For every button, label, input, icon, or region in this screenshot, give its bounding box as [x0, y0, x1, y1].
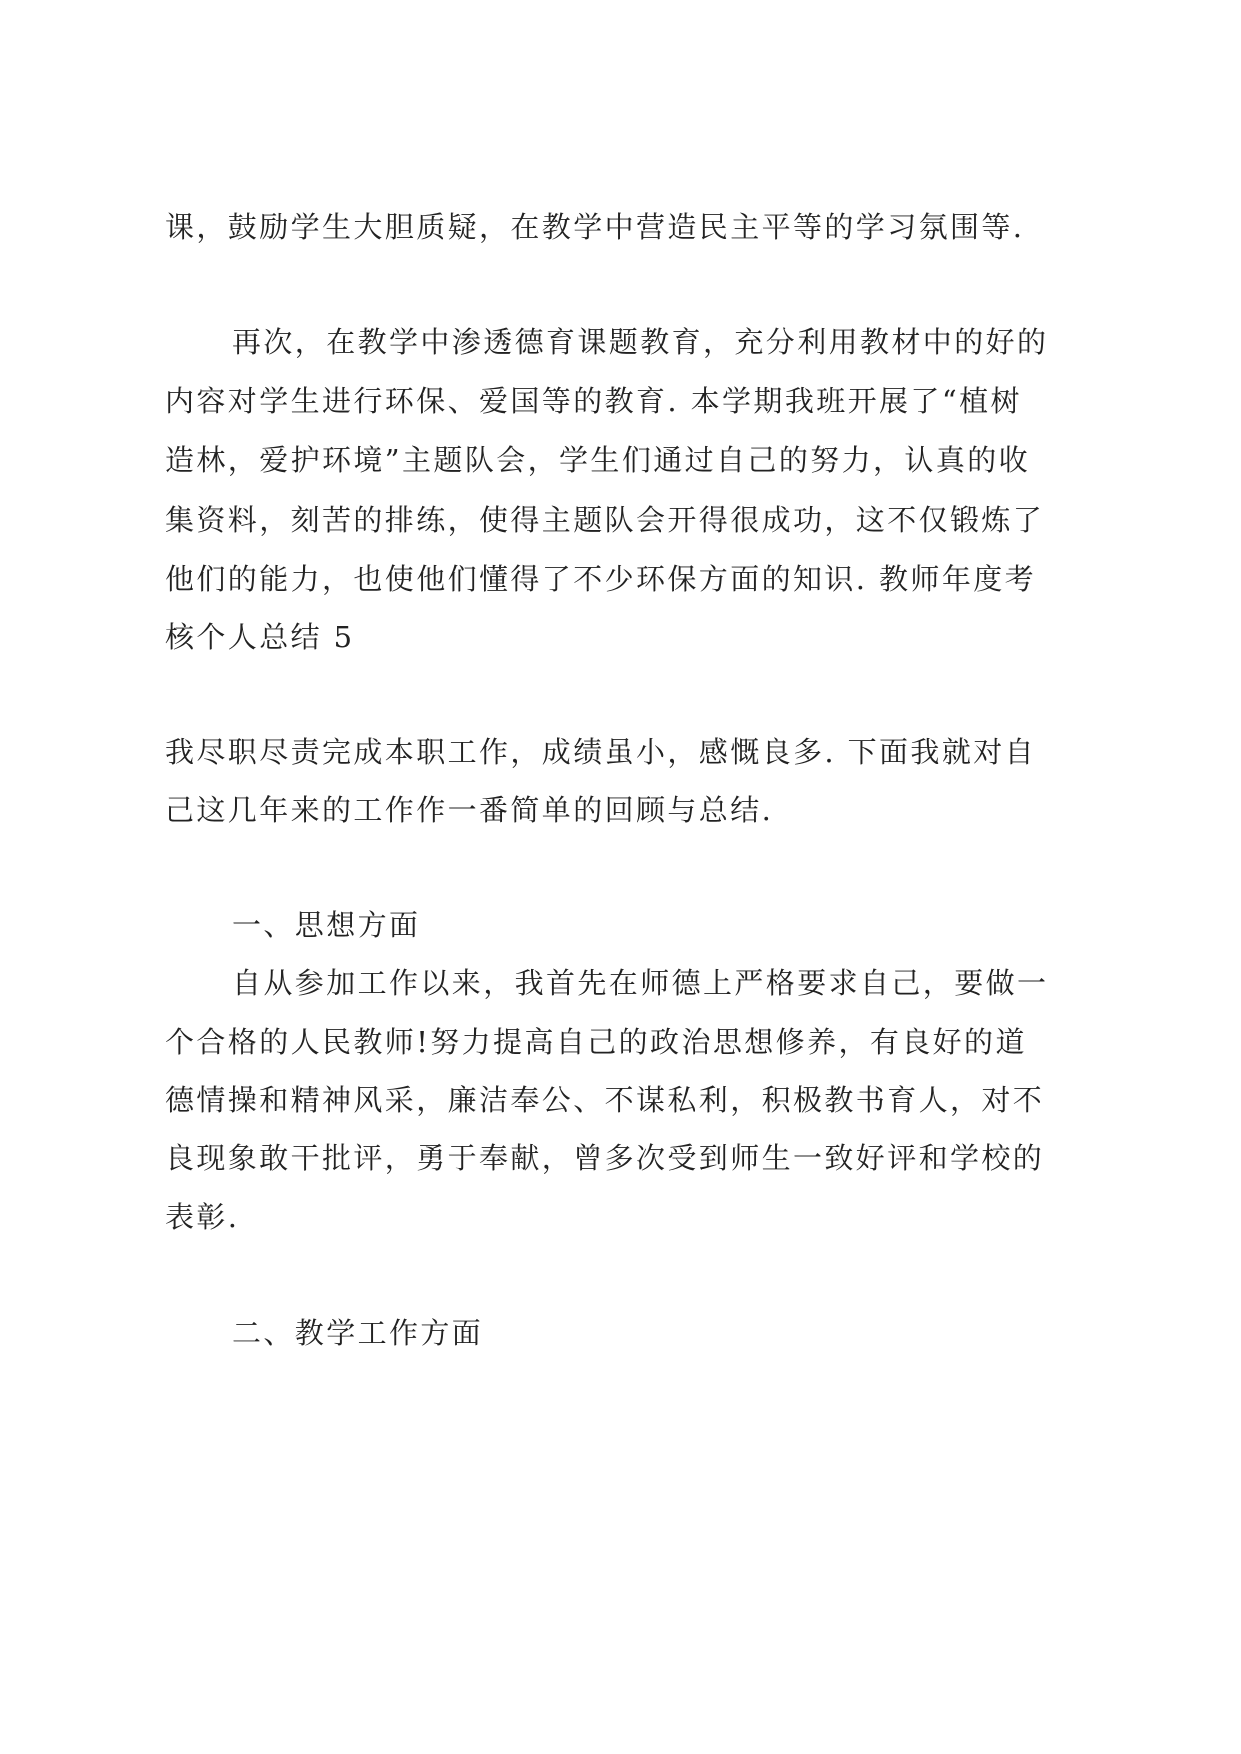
paragraph-line: 自从参加工作以来，我首先在师德上严格要求自己，要做一 — [232, 966, 1049, 1000]
section-heading: 二、教学工作方面 — [232, 1316, 484, 1350]
paragraph-line: 内容对学生进行环保、爱国等的教育. 本学期我班开展了“植树 — [165, 384, 1022, 418]
paragraph-line: 课，鼓励学生大胆质疑，在教学中营造民主平等的学习氛围等. — [165, 210, 1025, 244]
paragraph-line: 己这几年来的工作作一番简单的回顾与总结. — [165, 793, 774, 827]
paragraph-line: 核个人总结 5 — [165, 620, 355, 654]
paragraph-line: 德情操和精神风采，廉洁奉公、不谋私利，积极教书育人，对不 — [165, 1083, 1045, 1117]
paragraph-line: 良现象敢干批评，勇于奉献，曾多次受到师生一致好评和学校的 — [165, 1141, 1045, 1175]
paragraph-line: 我尽职尽责完成本职工作，成绩虽小，感慨良多. 下面我就对自 — [165, 735, 1037, 769]
paragraph-line: 他们的能力，也使他们懂得了不少环保方面的知识. 教师年度考 — [165, 562, 1037, 596]
paragraph-line: 再次，在教学中渗透德育课题教育，充分利用教材中的好的 — [232, 325, 1049, 359]
section-heading: 一、思想方面 — [232, 908, 421, 942]
paragraph-line: 表彰. — [165, 1200, 240, 1234]
paragraph-line: 个合格的人民教师!努力提高自己的政治思想修养，有良好的道 — [165, 1025, 1027, 1059]
paragraph-line: 造林，爱护环境”主题队会，学生们通过自己的努力，认真的收 — [165, 443, 1031, 477]
paragraph-line: 集资料，刻苦的排练，使得主题队会开得很成功，这不仅锻炼了 — [165, 503, 1045, 537]
